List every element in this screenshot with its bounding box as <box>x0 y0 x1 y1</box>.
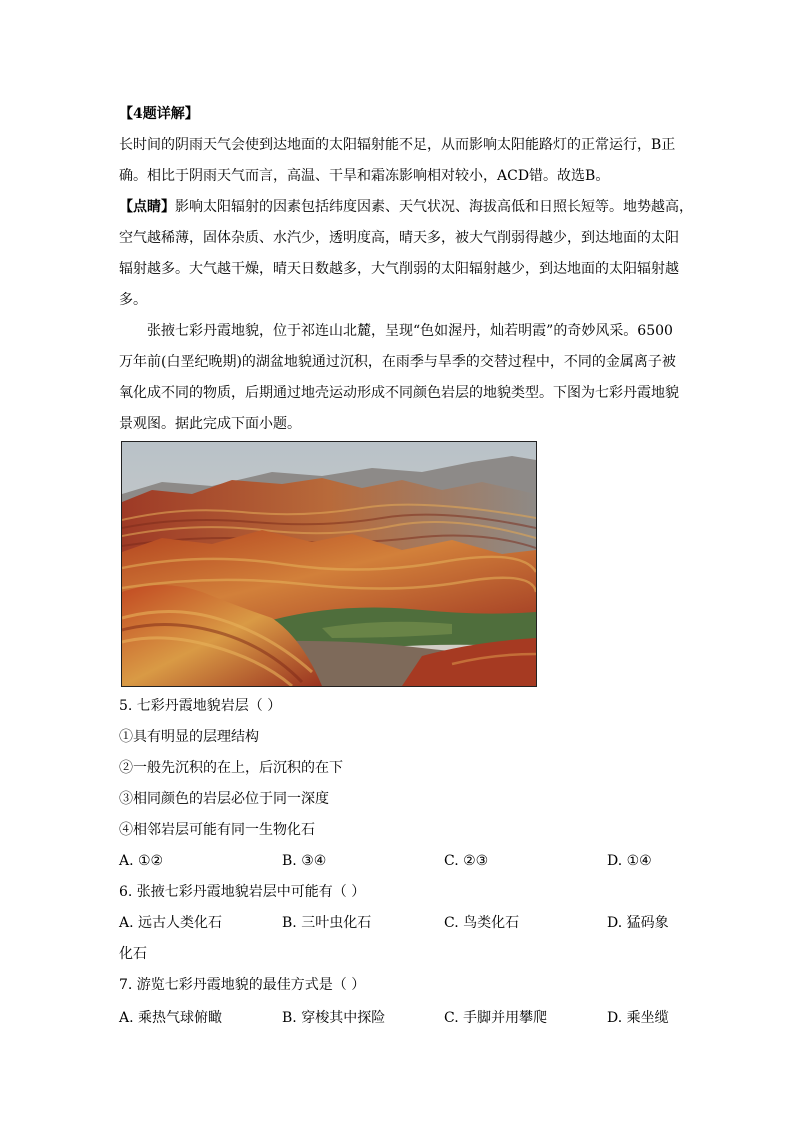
q7-option-a: A. 乘热气球俯瞰 <box>119 1010 223 1026</box>
q6-option-c: C. 鸟类化石 <box>444 915 520 931</box>
passage-line-1: 张掖七彩丹霞地貌，位于祁连山北麓，呈现“色如渥丹，灿若明霞”的奇妙风采。6500 <box>147 323 673 339</box>
q5-statement-2: ②一般先沉积的在上，后沉积的在下 <box>119 760 343 776</box>
q6-option-d: D. 猛码象 <box>607 915 669 931</box>
q5-statement-3: ③相同颜色的岩层必位于同一深度 <box>119 791 329 807</box>
q6-option-a: A. 远古人类化石 <box>119 915 223 931</box>
q5-option-b: B. ③④ <box>282 853 327 869</box>
q5-option-c: C. ②③ <box>444 853 489 869</box>
tip-line-2: 空气越稀薄，固体杂质、水汽少，透明度高，晴天多，被大气削弱得越少，到达地面的太阳 <box>119 230 679 246</box>
tip-line-4: 多。 <box>119 292 147 308</box>
tip-line-3: 辐射越多。大气越干燥，晴天日数越多，大气削弱的太阳辐射越少，到达地面的太阳辐射越 <box>119 261 679 277</box>
q6-stem: 6. 张掖七彩丹霞地貌岩层中可能有（ ） <box>119 884 366 900</box>
explain-line-2: 确。相比于阴雨天气而言，高温、干旱和霜冻影响相对较小，ACD错。故选B。 <box>119 168 610 184</box>
explain-heading: 【4题详解】 <box>119 106 199 122</box>
q6-option-b: B. 三叶虫化石 <box>282 915 372 931</box>
q6-option-d-wrap: 化石 <box>119 946 147 962</box>
q7-option-b: B. 穿梭其中探险 <box>282 1010 386 1026</box>
passage-line-4: 景观图。据此完成下面小题。 <box>119 416 301 432</box>
q5-stem: 5. 七彩丹霞地貌岩层（ ） <box>119 698 282 714</box>
danxia-landscape-photo <box>121 441 537 687</box>
q7-option-d: D. 乘坐缆 <box>607 1010 669 1026</box>
q5-option-d: D. ①④ <box>607 853 652 869</box>
tip-line-1 <box>119 197 693 217</box>
explain-line-1: 长时间的阴雨天气会使到达地面的太阳辐射能不足，从而影响太阳能路灯的正常运行，B正 <box>119 137 676 153</box>
danxia-landscape-illustration <box>122 442 536 686</box>
q7-option-c: C. 手脚并用攀爬 <box>444 1010 548 1026</box>
passage-line-3: 氧化成不同的物质，后期通过地壳运动形成不同颜色岩层的地貌类型。下图为七彩丹霞地貌 <box>119 385 679 401</box>
q5-statement-4: ④相邻岩层可能有同一生物化石 <box>119 822 315 838</box>
q5-option-a: A. ①② <box>119 853 164 869</box>
passage-line-2: 万年前(白垩纪晚期)的湖盆地貌通过沉积，在雨季与旱季的交替过程中，不同的金属离子被 <box>119 354 676 370</box>
q5-statement-1: ①具有明显的层理结构 <box>119 729 259 745</box>
tip-label: 【点睛】 <box>119 199 175 215</box>
q7-stem: 7. 游览七彩丹霞地貌的最佳方式是（ ） <box>119 977 366 993</box>
tip-text: 影响太阳辐射的因素包括纬度因素、天气状况、海拔高低和日照长短等。地势越高， <box>175 199 693 215</box>
